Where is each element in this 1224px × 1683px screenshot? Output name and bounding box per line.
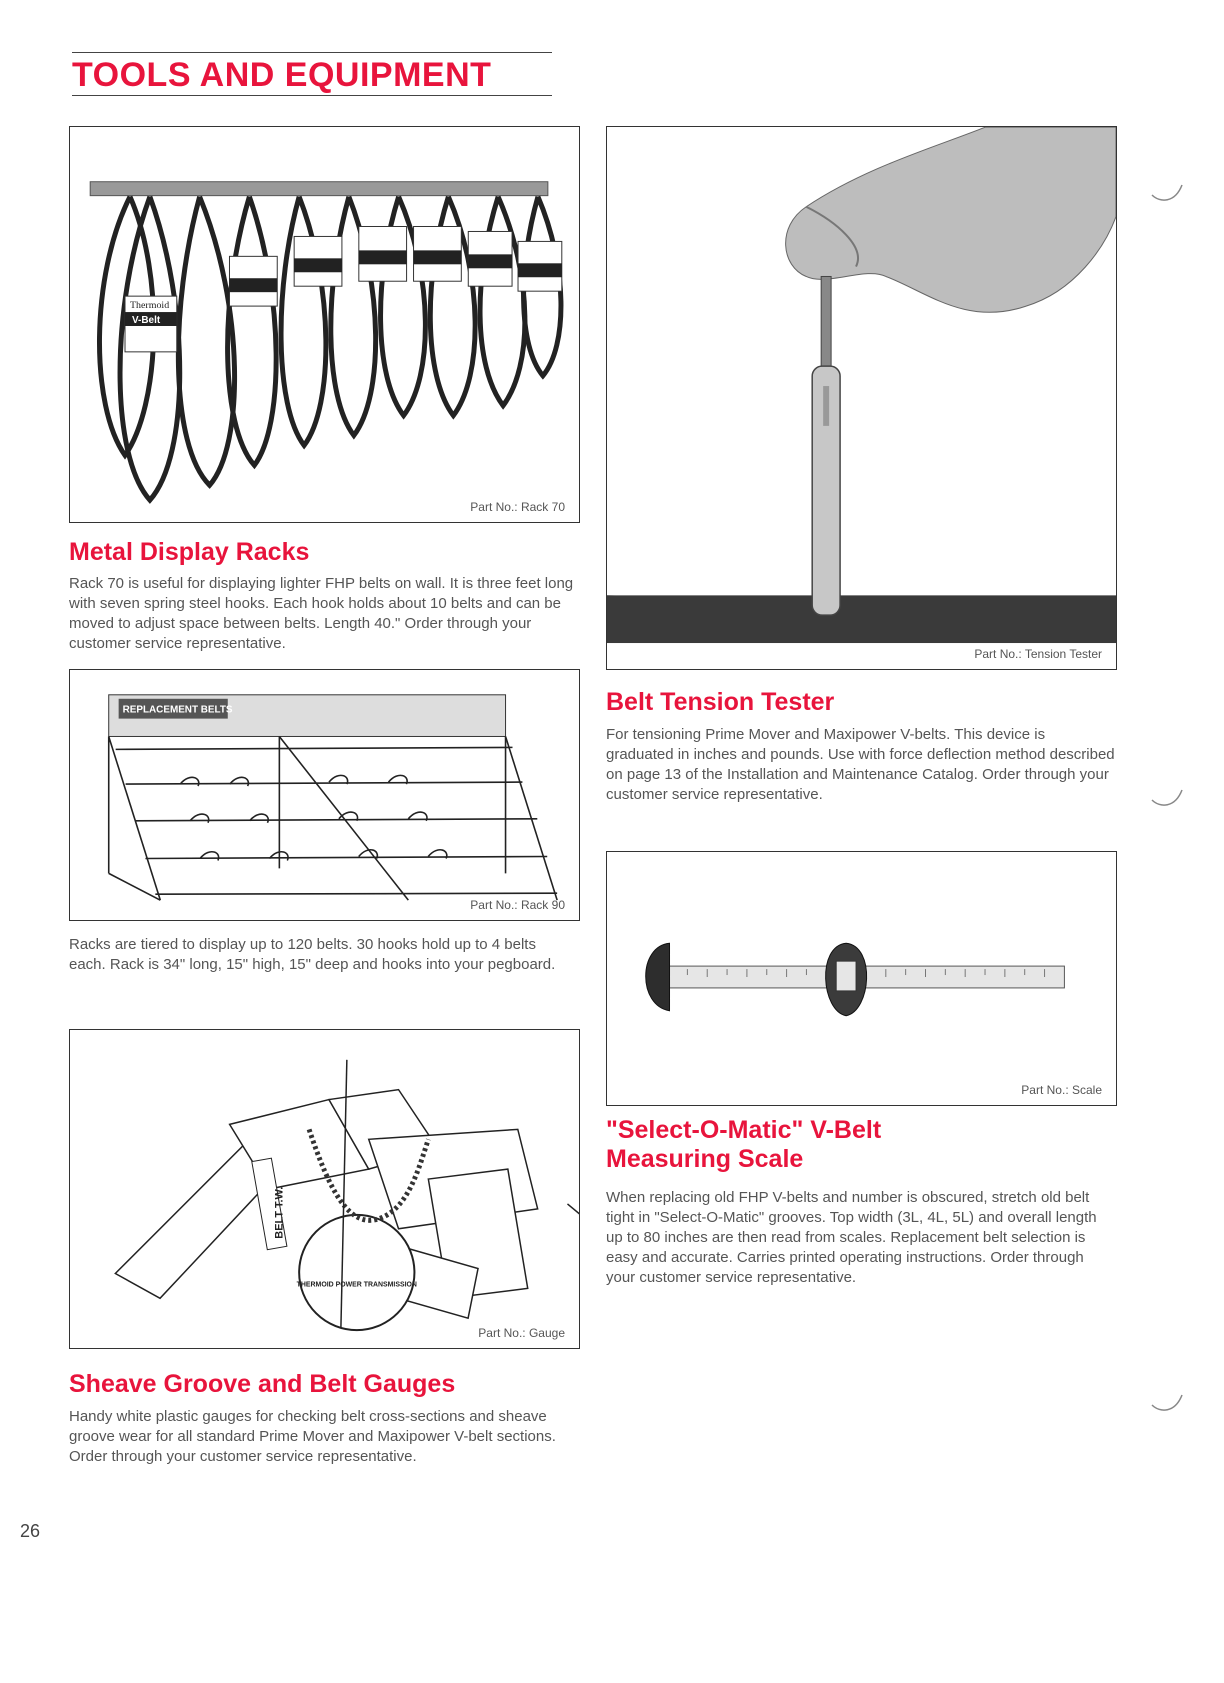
tiered-rack-illustration <box>70 670 579 920</box>
tension-tester-heading: Belt Tension Tester <box>606 688 835 716</box>
measuring-scale-illustration <box>607 852 1116 1105</box>
gauge-set-illustration <box>70 1030 579 1348</box>
rack70-photo <box>69 126 580 523</box>
binder-hole-mark-top <box>1150 175 1190 215</box>
scale-heading <box>606 1116 881 1174</box>
scale-part-number: Part No.: Scale <box>1021 1083 1102 1097</box>
gauge-heading: Sheave Groove and Belt Gauges <box>69 1370 456 1398</box>
title-rule-top <box>72 52 552 53</box>
gauge-part-number: Part No.: Gauge <box>478 1326 565 1340</box>
tension-tester-photo <box>606 126 1117 670</box>
binder-hole-mark-bottom <box>1150 1385 1190 1425</box>
gauge-disc-label: THERMOID POWER TRANSMISSION <box>296 1281 417 1289</box>
gauge-description: Handy white plastic gauges for checking belt cross-sections and sheave groove wear for all standard Prime Mover and Maxipower V-belt sections. Order through your customer service representative. <box>69 1408 556 1465</box>
page-number: 26 <box>20 1521 41 1541</box>
page-title: TOOLS AND EQUIPMENT <box>72 56 492 94</box>
scale-heading-line1: "Select-O-Matic" V-Belt <box>606 1116 882 1144</box>
rack90-part-number: Part No.: Rack 90 <box>470 898 565 912</box>
binder-hole-mark-middle <box>1150 780 1190 820</box>
scale-heading-line2: Measuring Scale <box>606 1145 804 1173</box>
rack90-description: Racks are tiered to display up to 120 belts. 30 hooks hold up to 4 belts each. Rack is 34" long, 15" high, 15" deep and hooks into your pegboard. <box>69 936 556 973</box>
rack70-description: Rack 70 is useful for displaying lighter FHP belts on wall. It is three feet long with seven spring steel hooks. Each hook holds about 10 belts and can be moved to adjust space between belts. Length 40." Order through your customer service representative. <box>69 575 574 652</box>
gauge-photo <box>69 1029 580 1349</box>
tension-tester-description: For tensioning Prime Mover and Maxipower V-belts. This device is graduated in inches and pounds. Use with force deflection method described on page 13 of the Installation and Maintenance Catalog. Order through your customer service representative. <box>606 726 1115 803</box>
tension-tester-part-number: Part No.: Tension Tester <box>974 647 1102 661</box>
rack70-part-number: Part No.: Rack 70 <box>470 500 565 514</box>
scale-photo <box>606 851 1117 1106</box>
title-rule-bottom <box>72 95 552 96</box>
belt-rack-illustration <box>70 127 579 522</box>
rack70-heading: Metal Display Racks <box>69 538 310 566</box>
scale-description: When replacing old FHP V-belts and number is obscured, stretch old belt tight in "Select-O-Matic" grooves. Top width (3L, 4L, 5L) and overall length up to 80 inches are then read from scales. Replacement belt selection is easy and accurate. Carries printed operating instructions. Order through your customer service representative. <box>606 1189 1097 1286</box>
rack70-label-product: V-Belt <box>131 315 161 327</box>
rack90-photo <box>69 669 580 921</box>
tension-tester-illustration <box>607 127 1116 669</box>
rack90-sign-text: REPLACEMENT BELTS <box>122 704 233 716</box>
rack70-label-brand: Thermoid <box>129 300 170 312</box>
gauge-tag-label: BELT T.W. <box>273 1186 286 1239</box>
